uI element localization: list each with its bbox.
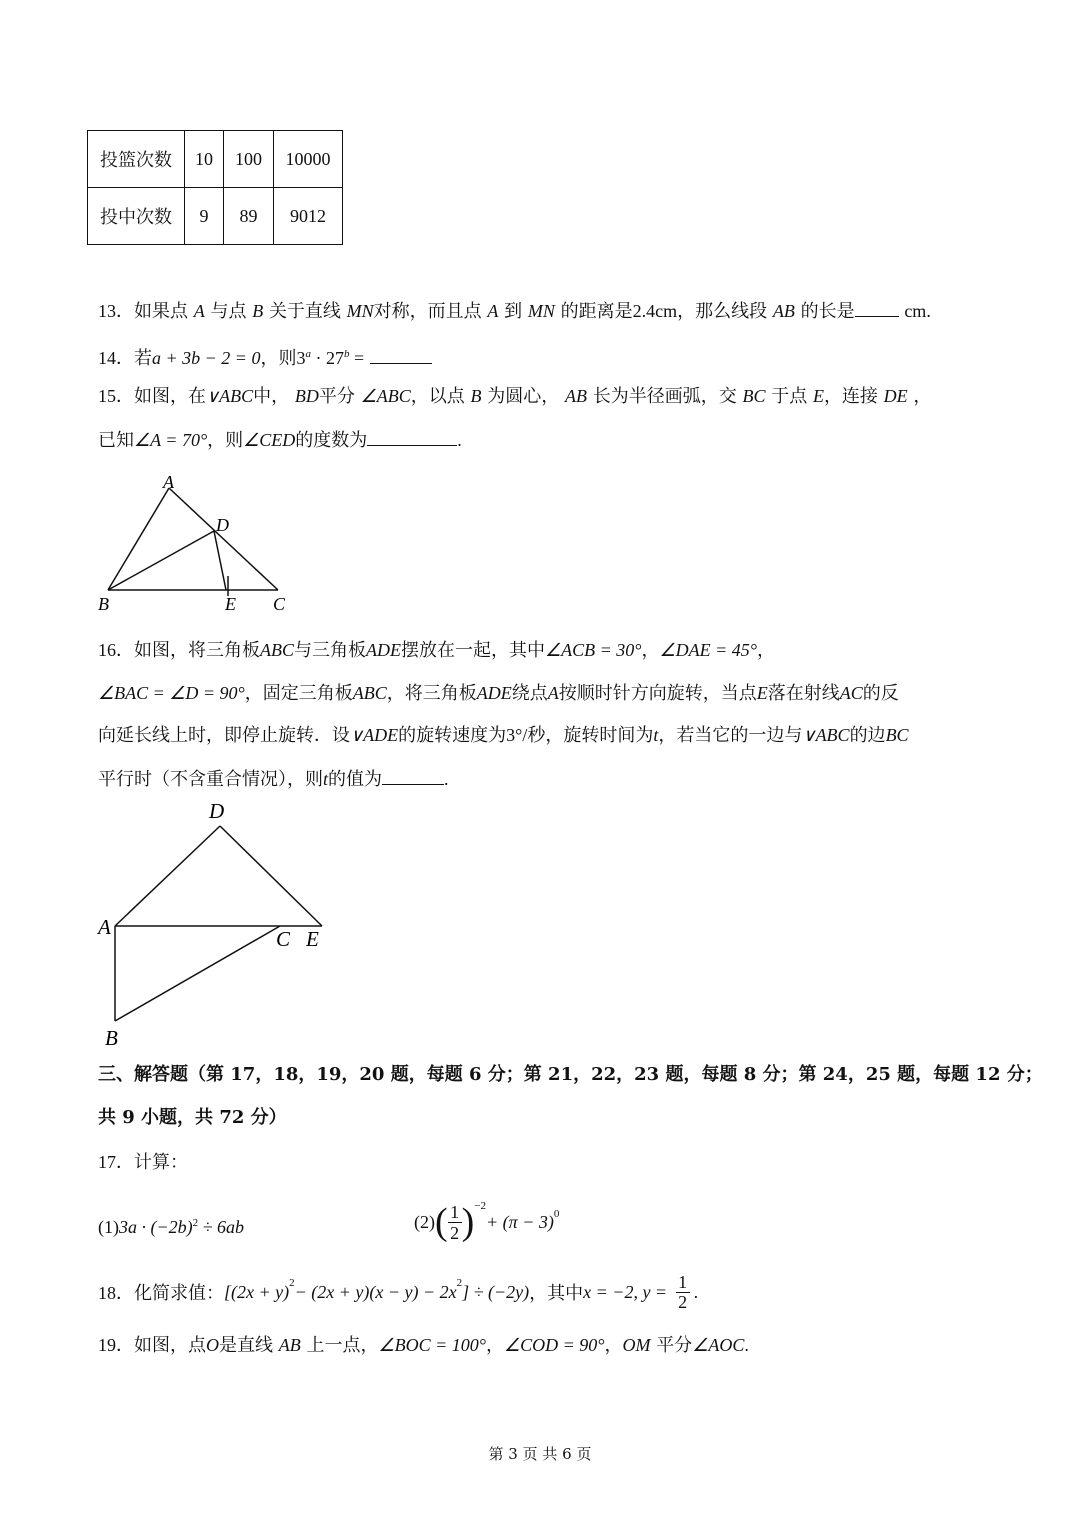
- text: .: [457, 430, 462, 450]
- text: .: [744, 1335, 749, 1355]
- question-18: [98, 1269, 698, 1315]
- math: (−2b): [150, 1217, 193, 1237]
- text: 对称，而且点: [373, 301, 482, 322]
- segment-ad: [115, 826, 220, 926]
- label-a: A: [163, 472, 174, 492]
- label-a: A: [98, 915, 111, 939]
- math: ∠ACB = 30°: [545, 640, 642, 660]
- fraction-denominator: 2: [450, 1222, 460, 1243]
- text: 与点: [210, 301, 247, 322]
- question-number: 16．: [98, 640, 134, 660]
- text: ，连接: [823, 386, 878, 407]
- text: 的度数为: [295, 430, 368, 451]
- section-heading: 三、解答题（第 17，18，19，20 题，每题 6 分；第 21，22，23 题，每题 8 分；第 24，25 题，每题 12 分；: [98, 1064, 1043, 1085]
- question-number: 13．: [98, 301, 134, 321]
- label-d: D: [216, 515, 229, 535]
- math: x = −2, y =: [583, 1281, 672, 1302]
- math-var: AB: [564, 386, 587, 406]
- text: 如图，在: [134, 386, 206, 407]
- math-var: OM: [622, 1335, 651, 1355]
- text: 计算：: [134, 1152, 188, 1173]
- math: [(2x + y): [224, 1281, 290, 1302]
- text: .: [693, 1281, 699, 1302]
- fraction-numerator: 1: [678, 1271, 688, 1292]
- text: .: [926, 301, 931, 321]
- table-cell: 10000: [274, 131, 343, 188]
- segment-de: [220, 826, 322, 926]
- text: ，: [641, 640, 660, 661]
- text: 的长是: [800, 301, 855, 322]
- table-cell: 投篮次数: [88, 131, 185, 188]
- math: ∠BAC = ∠D = 90°: [98, 683, 245, 703]
- question-14: [98, 342, 432, 371]
- math: ∠COD = 90°: [503, 1335, 605, 1355]
- math-var: MN: [527, 301, 555, 321]
- text: 为圆心，: [487, 386, 560, 407]
- math-var: O: [206, 1335, 219, 1355]
- math-var: AC: [839, 683, 863, 703]
- text: 与三角板: [294, 640, 366, 661]
- question-number: 15．: [98, 386, 134, 406]
- text: 秒，旋转时间为: [527, 725, 654, 746]
- math: + (π − 3): [486, 1211, 554, 1232]
- paren-right: ): [461, 1201, 475, 1243]
- math: ∠A = 70°: [134, 430, 208, 450]
- table-cell: 10: [185, 131, 224, 188]
- math-exponent: 2: [456, 1277, 463, 1289]
- label-c: C: [276, 927, 291, 951]
- question-17-part1: [98, 1211, 244, 1239]
- math-var: BD: [294, 386, 319, 406]
- table-cell: 投中次数: [88, 188, 185, 245]
- label-e: E: [306, 927, 319, 951]
- text: 是直线: [219, 1335, 273, 1356]
- text: ，其中: [529, 1283, 584, 1304]
- question-16-line2: [98, 681, 899, 706]
- triangle-figure-2: [90, 796, 350, 1052]
- math-var: t: [653, 725, 659, 745]
- table-cell: 9: [185, 188, 224, 245]
- math-var: B: [252, 301, 264, 321]
- question-number: 18．: [98, 1283, 134, 1303]
- math-var: ABC: [260, 640, 294, 660]
- part-label: (1): [98, 1217, 119, 1237]
- math: ∠AOC: [692, 1335, 745, 1355]
- page-footer: 第 3 页 共 6 页: [488, 1445, 592, 1463]
- text: 到: [504, 301, 523, 322]
- question-16-line4: [98, 766, 449, 792]
- math-var: t: [323, 769, 329, 789]
- text: 如图，将三角板: [134, 640, 260, 661]
- text: 关于直线: [268, 301, 341, 322]
- text: 中，: [253, 386, 290, 407]
- text: ，: [485, 1335, 504, 1356]
- math-exponent: −2: [474, 1200, 487, 1212]
- text: 按顺时针方向旋转，当点: [558, 683, 757, 704]
- math-var: A: [547, 683, 559, 703]
- math: =: [349, 348, 365, 368]
- text: ，以点: [410, 386, 465, 407]
- text: 于点: [771, 386, 808, 407]
- math: ∨ADE: [350, 725, 399, 745]
- unit: cm: [904, 301, 927, 321]
- math-exponent: a: [305, 348, 311, 360]
- text: 化简求值：: [134, 1283, 224, 1304]
- text: ，: [913, 386, 932, 407]
- question-number: 17．: [98, 1152, 134, 1172]
- math: − (2x + y)(x − y) − 2x: [294, 1281, 457, 1302]
- math: a + 3b − 2 = 0: [152, 348, 261, 368]
- section-heading-line2: 共 9 小题，共 72 分）: [98, 1107, 287, 1128]
- text: 的距离是: [560, 301, 633, 322]
- answer-blank[interactable]: [370, 345, 432, 364]
- segment-ab: [108, 488, 169, 590]
- question-16-line1: [98, 638, 775, 663]
- math-exponent: 2: [192, 1217, 199, 1229]
- label-b: B: [105, 1026, 118, 1050]
- label-c: C: [273, 594, 286, 614]
- text: ，那么线段: [677, 301, 768, 322]
- question-19: [98, 1333, 749, 1358]
- text: 若: [134, 348, 152, 369]
- text: 平分: [318, 386, 355, 407]
- question-number: 19．: [98, 1335, 134, 1355]
- fraction-denominator: 2: [678, 1291, 688, 1312]
- math: 3: [296, 348, 306, 368]
- math: ∨ABC: [802, 725, 850, 745]
- text: ，: [604, 1335, 623, 1356]
- question-15-line1: [98, 384, 931, 409]
- math: ∠ABC: [360, 386, 411, 406]
- text: 如果点: [134, 301, 188, 322]
- label-d: D: [209, 799, 225, 823]
- text: 长为半径画弧，交: [592, 386, 737, 407]
- math-var: MN: [346, 301, 374, 321]
- math: ∨ABC: [206, 386, 254, 406]
- math-exponent: 2: [289, 1277, 295, 1289]
- math-var: ADE: [476, 683, 512, 703]
- math: 2.4cm: [632, 301, 678, 321]
- fraction: [448, 1202, 462, 1243]
- text: 上一点，: [306, 1335, 379, 1356]
- text: 已知: [98, 430, 134, 451]
- text: ，将三角板: [386, 683, 477, 704]
- shot-table: [87, 130, 343, 245]
- text: 绕点: [511, 683, 548, 704]
- text: ，则: [260, 348, 297, 369]
- paren-left: (: [435, 1201, 448, 1243]
- question-number: 14．: [98, 348, 134, 368]
- text: 的值为: [328, 769, 383, 790]
- table-row: [88, 188, 343, 245]
- question-13: [98, 298, 931, 324]
- text: 平行时（不含重合情况），则: [98, 769, 323, 790]
- math-var: E: [756, 683, 768, 703]
- math-var: AB: [278, 1335, 301, 1355]
- answer-blank[interactable]: [382, 766, 444, 785]
- table-cell: 9012: [274, 188, 343, 245]
- math-exponent: 0: [553, 1208, 560, 1220]
- segment-bc: [115, 926, 280, 1021]
- text: 如图，点: [134, 1335, 206, 1356]
- question-15-line2: [98, 427, 462, 453]
- math-var: E: [812, 386, 824, 406]
- text: .: [444, 769, 449, 789]
- fraction: [676, 1273, 690, 1312]
- math-var: AB: [772, 301, 795, 321]
- text: ，若当它的一边与: [658, 725, 803, 746]
- math: 3a ·: [119, 1217, 151, 1237]
- math-var: ABC: [352, 683, 387, 703]
- table-cell: 100: [224, 131, 274, 188]
- math-var: A: [487, 301, 499, 321]
- text: 的旋转速度为: [398, 725, 507, 746]
- question-17-part2: [414, 1196, 559, 1248]
- math: ] ÷ (−2y): [462, 1281, 530, 1302]
- math: ∠CED: [243, 430, 296, 450]
- math-var: BC: [742, 386, 766, 406]
- triangle-figure-1: [90, 468, 310, 618]
- answer-blank[interactable]: [855, 298, 899, 317]
- math: ∠BOC = 100°: [378, 1335, 486, 1355]
- math-exponent: b: [343, 348, 350, 360]
- text: ，则: [207, 430, 244, 451]
- text: 向延长线上时，即停止旋转．设: [98, 725, 350, 746]
- math-var: DE: [883, 386, 908, 406]
- text: ，: [756, 640, 775, 661]
- segment-bd: [108, 531, 214, 590]
- text: 平分: [656, 1335, 693, 1356]
- text: 摆放在一起，其中: [401, 640, 545, 661]
- table-row: [88, 131, 343, 188]
- math: · 27: [310, 348, 344, 368]
- text: ，固定三角板: [244, 683, 353, 704]
- math-var: B: [470, 386, 482, 406]
- math-var: BC: [885, 725, 909, 745]
- label-e: E: [225, 594, 236, 614]
- math-var: ADE: [366, 640, 401, 660]
- math-var: A: [193, 301, 205, 321]
- text: 的边: [849, 725, 886, 746]
- math: ∠DAE = 45°: [659, 640, 757, 660]
- part-label: (2): [414, 1211, 435, 1232]
- label-b: B: [98, 594, 109, 614]
- answer-blank[interactable]: [367, 427, 457, 446]
- text: 落在射线: [767, 683, 840, 704]
- math: ÷ 6ab: [198, 1217, 245, 1237]
- fraction-numerator: 1: [450, 1201, 460, 1222]
- math: 3°/: [506, 725, 528, 745]
- table-cell: 89: [224, 188, 274, 245]
- question-16-line3: [98, 723, 909, 748]
- text: 的反: [862, 683, 899, 704]
- question-17: [98, 1150, 188, 1175]
